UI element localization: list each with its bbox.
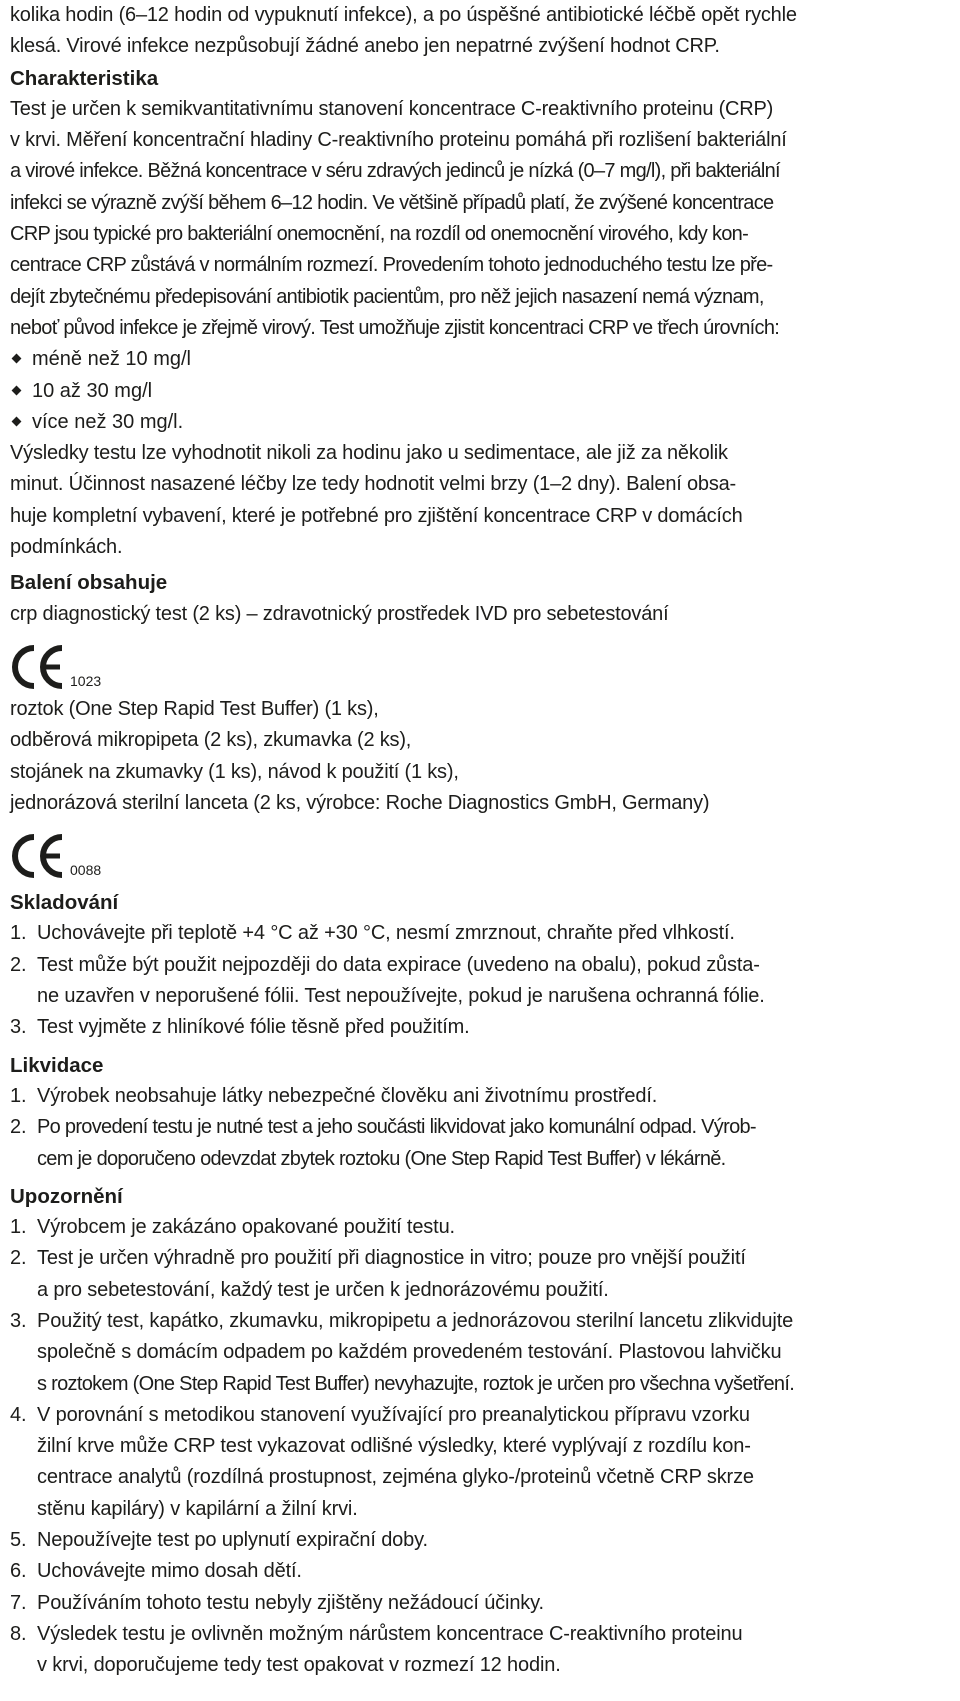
ce-mark-icon xyxy=(10,642,66,692)
package-heading: Balení obsahuje xyxy=(10,571,168,595)
item-number: 2. xyxy=(10,1116,27,1139)
list-item xyxy=(10,1112,952,1175)
disposal-list xyxy=(10,1081,952,1175)
text-line: Po provedení testu je nutné test a jeho součásti likvidovat jako komunální odpad. Výrob- xyxy=(37,1116,756,1139)
item-number: 3. xyxy=(10,1309,27,1332)
text-line: dejít zbytečnému předepisování antibiotik pacientům, pro něž jejich nasazení nemá význam, xyxy=(10,285,764,308)
package-line: crp diagnostický test (2 ks) – zdravotnický prostředek IVD pro sebetestování xyxy=(10,602,669,625)
item-number: 2. xyxy=(10,953,27,976)
storage-list xyxy=(10,918,952,1043)
text-line: huje kompletní vybavení, které je potřebné pro zjištění koncentrace CRP v domácích xyxy=(10,504,743,527)
list-item xyxy=(10,1556,952,1587)
text-line: ne uzavřen v neporušené fólii. Test nepoužívejte, pokud je narušena ochranná fólie. xyxy=(37,985,765,1008)
warning-list xyxy=(10,1212,952,1681)
ce-notified-body-number: 0088 xyxy=(70,862,102,879)
ce-mark xyxy=(10,634,952,692)
ce-notified-body-number: 1023 xyxy=(70,672,102,689)
item-number: 3. xyxy=(10,1016,27,1039)
text-line: cem je doporučeno odevzdat zbytek roztoku (One Step Rapid Test Buffer) v lékárně. xyxy=(37,1147,726,1170)
text-line: centrace analytů (rozdílná prostupnost, zejména glyko-/proteinů včetně CRP skrze xyxy=(37,1466,754,1489)
item-number: 8. xyxy=(10,1622,27,1645)
warning-heading: Upozornění xyxy=(10,1184,123,1208)
item-number: 1. xyxy=(10,1084,27,1107)
storage-heading: Skladování xyxy=(10,891,119,915)
text-line: stojánek na zkumavky (1 ks), návod k použití (1 ks), xyxy=(10,760,459,783)
text-line: roztok (One Step Rapid Test Buffer) (1 ks), xyxy=(10,697,379,720)
ce-mark-icon xyxy=(10,831,66,881)
characteristics-heading: Charakteristika xyxy=(10,66,159,90)
text-line: Uchovávejte mimo dosah dětí. xyxy=(37,1560,302,1583)
intro-line: kolika hodin (6–12 hodin od vypuknutí infekce), a po úspěšné antibiotické léčbě opět rychle xyxy=(10,4,797,26)
text-line: centrace CRP zůstává v normálním rozmezí. Provedením tohoto jednoduchého testu lze pře- xyxy=(10,254,773,277)
list-item: méně než 10 mg/l xyxy=(10,344,952,375)
list-item xyxy=(10,1525,952,1556)
text-line: s roztokem (One Step Rapid Test Buffer) nevyhazujte, roztok je určen pro všechna vyšetření. xyxy=(37,1372,795,1395)
text-line: podmínkách. xyxy=(10,536,123,559)
text-line: neboť původ infekce je zřejmě virový. Test umožňuje zjistit koncentraci CRP ve třech úrovních: xyxy=(10,316,780,339)
text-line: Nepoužívejte test po uplynutí expirační doby. xyxy=(37,1529,428,1552)
text-line: Test je určen výhradně pro použití při diagnostice in vitro; pouze pro vnější použití xyxy=(37,1247,746,1270)
text-line: Výrobek neobsahuje látky nebezpečné člověku ani životnímu prostředí. xyxy=(37,1084,658,1107)
text-line: minut. Účinnost nasazené léčby lze tedy hodnotit velmi brzy (1–2 dny). Balení obsa- xyxy=(10,473,737,496)
text-line: Test může být použit nejpozději do data expirace (uvedeno na obalu), pokud zůsta- xyxy=(37,953,760,976)
text-line: Výsledky testu lze vyhodnotit nikoli za hodinu jako u sedimentace, ale již za několik xyxy=(10,442,728,465)
item-number: 5. xyxy=(10,1529,27,1552)
text-line: žilní krve může CRP test vykazovat odlišné výsledky, které vyplývají z rozdílu kon- xyxy=(37,1435,751,1458)
list-item xyxy=(10,1212,952,1243)
disposal-heading: Likvidace xyxy=(10,1053,104,1077)
text-line: Test vyjměte z hliníkové fólie těsně před použitím. xyxy=(37,1016,470,1039)
item-number: 6. xyxy=(10,1560,27,1583)
text-line: Test je určen k semikvantitativnímu stanovení koncentrace C-reaktivního proteinu (CRP) xyxy=(10,97,774,120)
text-line: v krvi. Měření koncentrační hladiny C-reaktivního proteinu pomáhá při rozlišení bakteriální xyxy=(10,129,787,152)
list-item xyxy=(10,950,952,1013)
list-item xyxy=(10,1306,952,1400)
results-paragraph xyxy=(10,438,952,563)
item-number: 7. xyxy=(10,1591,27,1614)
text-line: stěnu kapiláry) v kapilární a žilní krvi. xyxy=(37,1497,358,1520)
intro-paragraph xyxy=(10,0,952,63)
item-number: 1. xyxy=(10,922,27,945)
list-item: více než 30 mg/l. xyxy=(10,407,952,438)
text-line: odběrová mikropipeta (2 ks), zkumavka (2 ks), xyxy=(10,729,412,752)
list-item xyxy=(10,1081,952,1112)
list-item xyxy=(10,1619,952,1682)
text-line: infekci se výrazně zvýší během 6–12 hodin. Ve většině případů platí, že zvýšené koncentrace xyxy=(10,191,774,214)
text-line: Výrobcem je zakázáno opakované použití testu. xyxy=(37,1216,455,1239)
text-line: a pro sebetestování, každý test je určen k jednorázovému použití. xyxy=(37,1278,609,1301)
text-line: jednorázová sterilní lanceta (2 ks, výrobce: Roche Diagnostics GmbH, Germany) xyxy=(10,791,710,814)
text-line: Používáním tohoto testu nebyly zjištěny nežádoucí účinky. xyxy=(37,1591,544,1614)
ce-mark xyxy=(10,823,952,881)
concentration-levels-list xyxy=(10,344,952,438)
list-item xyxy=(10,1012,952,1043)
list-item xyxy=(10,1588,952,1619)
package-contents xyxy=(10,694,952,819)
list-item: 10 až 30 mg/l xyxy=(10,376,952,407)
text-line: v krvi, doporučujeme tedy test opakovat v rozmezí 12 hodin. xyxy=(37,1654,561,1677)
text-line: Použitý test, kapátko, zkumavku, mikropipetu a jednorázovou sterilní lancetu zlikvidujte xyxy=(37,1309,794,1332)
item-number: 1. xyxy=(10,1216,27,1239)
list-item xyxy=(10,1243,952,1306)
text-line: a virové infekce. Běžná koncentrace v séru zdravých jedinců je nízká (0–7 mg/l), při bakteriální xyxy=(10,160,780,183)
text-line: V porovnání s metodikou stanovení využívající pro preanalytickou přípravu vzorku xyxy=(37,1403,750,1426)
text-line: Výsledek testu je ovlivněn možným nárůstem koncentrace C-reaktivního proteinu xyxy=(37,1622,743,1645)
text-line: Uchovávejte při teplotě +4 °C až +30 °C, nesmí zmrznout, chraňte před vlhkostí. xyxy=(37,922,735,945)
intro-line: klesá. Virové infekce nezpůsobují žádné anebo jen nepatrné zvýšení hodnot CRP. xyxy=(10,35,720,58)
item-number: 2. xyxy=(10,1247,27,1270)
text-line: společně s domácím odpadem po každém provedeném testování. Plastovou lahvičku xyxy=(37,1341,782,1364)
list-item xyxy=(10,918,952,949)
item-number: 4. xyxy=(10,1403,27,1426)
list-item xyxy=(10,1400,952,1525)
text-line: CRP jsou typické pro bakteriální onemocnění, na rozdíl od onemocnění virového, kdy kon- xyxy=(10,223,749,246)
characteristics-paragraph xyxy=(10,94,952,344)
